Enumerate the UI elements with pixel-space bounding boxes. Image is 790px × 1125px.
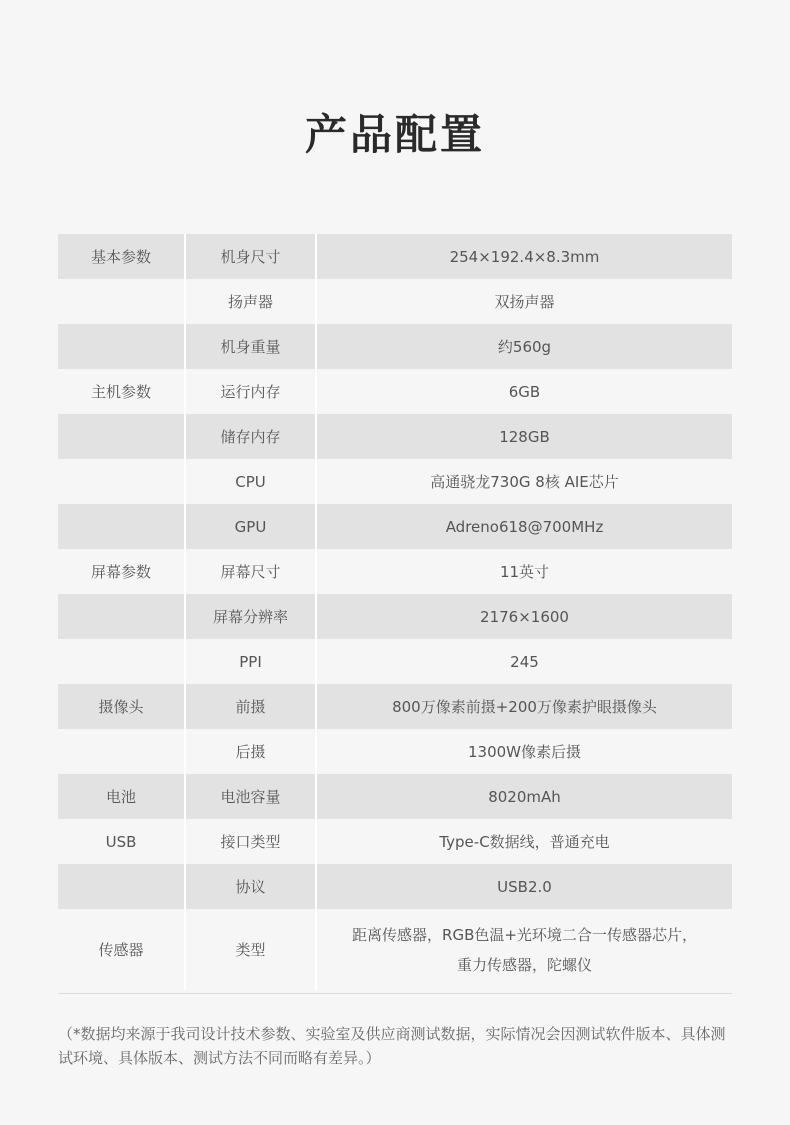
category-cell: 屏幕参数 [90,562,151,581]
category-cell [58,729,185,774]
category-cell [58,279,185,324]
value-cell: Adreno618@700MHz [316,504,732,549]
item-cell: 运行内存 [185,369,316,414]
table-row [58,369,732,414]
value-cell: 高通骁龙730G 8核 AIE芯片 [316,459,732,504]
category-cell [58,414,185,459]
category-cell: 电池 [58,774,185,819]
item-cell: GPU [185,504,316,549]
value-cell [316,909,732,990]
item-cell: 扬声器 [185,279,316,324]
item-cell: 类型 [185,909,316,990]
value-cell: Type-C数据线，普通充电 [316,819,732,864]
table-row [58,909,732,990]
category-cell: 摄像头 [58,684,185,729]
category-cell [58,594,185,639]
category-cell: USB [105,832,137,851]
category-cell [58,324,185,369]
category-cell: 基本参数 [58,234,185,279]
table-row [58,459,732,504]
value-cell: 128GB [316,414,732,459]
category-cell [58,639,185,684]
footnote: （*数据均来源于我司设计技术参数、实验室及供应商测试数据，实际情况会因测试软件版本、具体测试环境、具体版本、测试方法不同而略有差异。） [58,1025,726,1067]
item-cell: 机身重量 [185,324,316,369]
spec-table [58,234,732,990]
item-cell: 机身尺寸 [185,234,316,279]
table-bottom-divider [58,993,732,994]
item-cell: 接口类型 [185,819,316,864]
table-row [58,594,732,639]
item-cell: 电池容量 [185,774,316,819]
value-cell: 8020mAh [316,774,732,819]
table-row [58,549,732,594]
value-cell: 1300W像素后摄 [316,729,732,774]
value-cell: 约560g [316,324,732,369]
item-cell: 屏幕分辨率 [185,594,316,639]
item-cell: 屏幕尺寸 [185,549,316,594]
table-row [58,774,732,819]
item-cell: 前摄 [185,684,316,729]
table-row [58,819,732,864]
page-title: 产品配置 [304,110,485,159]
value-cell: 双扬声器 [316,279,732,324]
value-line: 重力传感器，陀螺仪 [456,955,592,974]
table-row [58,279,732,324]
table-row [58,324,732,369]
item-cell: CPU [185,459,316,504]
category-cell [58,504,185,549]
value-cell: 254×192.4×8.3mm [316,234,732,279]
table-row [58,729,732,774]
value-cell: 245 [316,639,732,684]
category-cell [58,864,185,909]
category-cell [58,459,185,504]
value-cell: 800万像素前摄+200万像素护眼摄像头 [316,684,732,729]
item-cell: 后摄 [185,729,316,774]
table-row [58,504,732,549]
item-cell: 储存内存 [185,414,316,459]
item-cell: PPI [185,639,316,684]
value-line: 距离传感器，RGB色温+光环境二合一传感器芯片， [352,925,697,944]
value-cell: USB2.0 [316,864,732,909]
value-cell: 2176×1600 [316,594,732,639]
item-cell: 协议 [185,864,316,909]
table-row [58,639,732,684]
category-cell: 主机参数 [90,382,151,401]
value-cell: 11英寸 [316,549,732,594]
table-row [58,684,732,729]
table-row [58,414,732,459]
table-row [58,864,732,909]
table-row [58,234,732,279]
value-cell: 6GB [316,369,732,414]
category-cell: 传感器 [98,940,144,959]
